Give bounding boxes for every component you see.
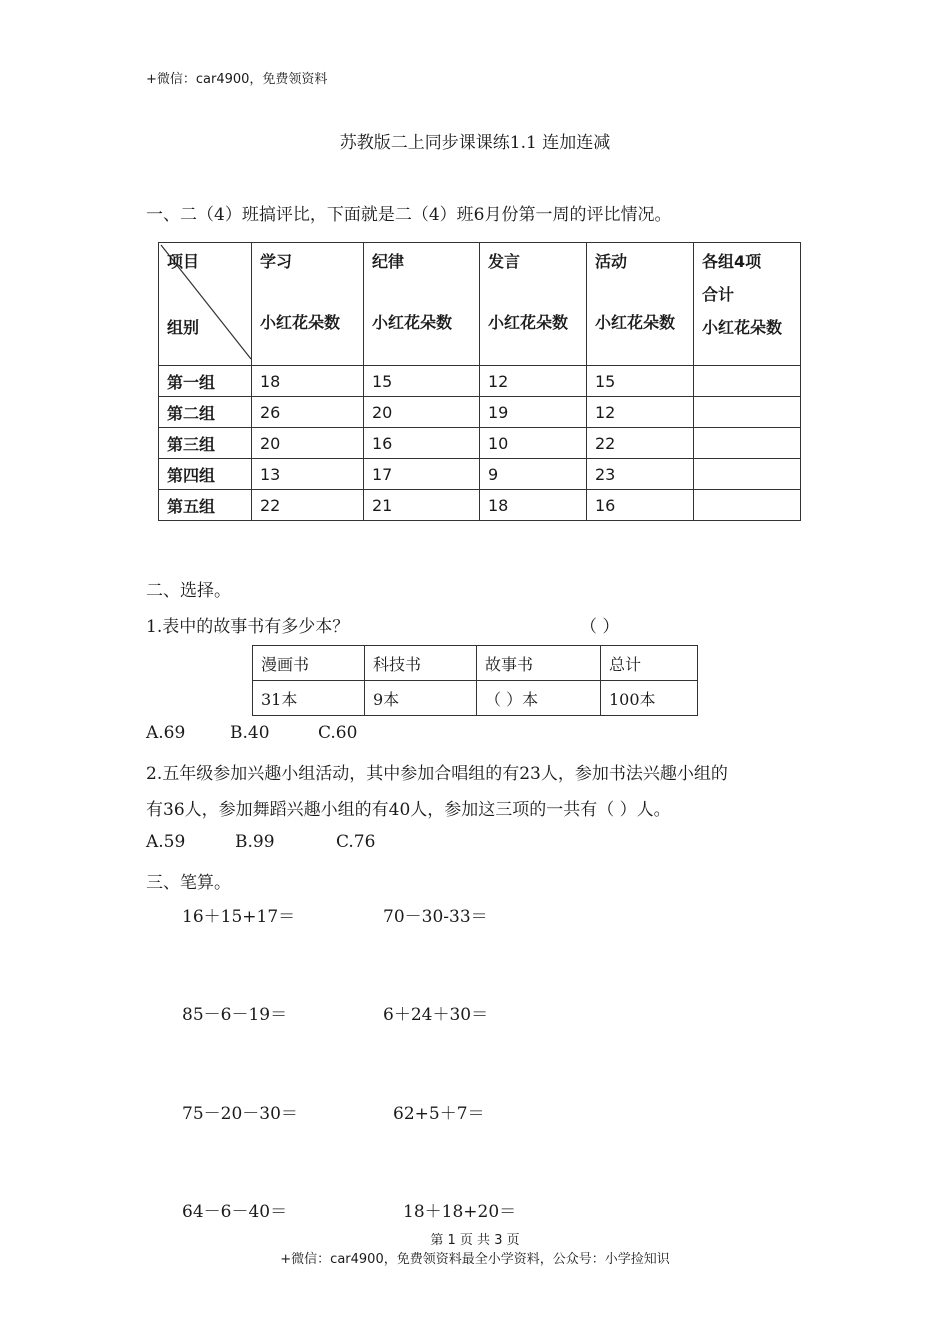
study-cell: 18 bbox=[252, 366, 364, 397]
total-cell[interactable] bbox=[694, 397, 801, 428]
speaking-cell: 12 bbox=[480, 366, 587, 397]
section1-intro: 一、二（4）班搞评比，下面就是二（4）班6月份第一周的评比情况。 bbox=[146, 205, 672, 225]
books-table bbox=[252, 645, 698, 716]
table-row bbox=[159, 366, 801, 397]
page-header-text: +微信：car4900，免费领资料 bbox=[146, 72, 328, 87]
header-science: 科技书 bbox=[365, 646, 477, 681]
total-cell[interactable] bbox=[694, 490, 801, 521]
value-stories[interactable]: （ ）本 bbox=[477, 681, 601, 716]
activity-cell: 15 bbox=[587, 366, 694, 397]
study-cell: 20 bbox=[252, 428, 364, 459]
activity-cell: 22 bbox=[587, 428, 694, 459]
header-comics: 漫画书 bbox=[253, 646, 365, 681]
table-row bbox=[159, 397, 801, 428]
q1-option-a[interactable]: A.69 bbox=[146, 723, 186, 743]
section2-heading: 二、选择。 bbox=[146, 581, 231, 601]
calc-item: 16＋15+17＝ bbox=[182, 907, 296, 927]
study-cell: 22 bbox=[252, 490, 364, 521]
activity-cell: 12 bbox=[587, 397, 694, 428]
header-cell-total: 各组4项 合计 小红花朵数 bbox=[694, 243, 801, 366]
corner-label-item: 项目 bbox=[167, 252, 200, 271]
q2-text-line1: 2.五年级参加兴趣小组活动，其中参加合唱组的有23人，参加书法兴趣小组的 bbox=[146, 764, 728, 784]
study-cell: 26 bbox=[252, 397, 364, 428]
q1-text: 1.表中的故事书有多少本？ bbox=[146, 617, 350, 637]
speaking-cell: 9 bbox=[480, 459, 587, 490]
header-cell-study: 学习 小红花朵数 bbox=[252, 243, 364, 366]
q1-option-b[interactable]: B.40 bbox=[230, 723, 270, 743]
group-cell: 第一组 bbox=[159, 366, 252, 397]
books-table-header-row bbox=[253, 646, 698, 681]
group-cell: 第四组 bbox=[159, 459, 252, 490]
books-table-value-row bbox=[253, 681, 698, 716]
study-cell: 13 bbox=[252, 459, 364, 490]
speaking-cell: 18 bbox=[480, 490, 587, 521]
q1-option-c[interactable]: C.60 bbox=[318, 723, 358, 743]
total-cell[interactable] bbox=[694, 366, 801, 397]
value-total: 100本 bbox=[601, 681, 698, 716]
q2-option-c[interactable]: C.76 bbox=[336, 832, 376, 852]
discipline-cell: 20 bbox=[364, 397, 480, 428]
value-science: 9本 bbox=[365, 681, 477, 716]
page-footer-text: +微信：car4900，免费领资料最全小学资料，公众号：小学捡知识 bbox=[280, 1252, 670, 1267]
discipline-cell: 16 bbox=[364, 428, 480, 459]
calc-item: 64－6－40＝ bbox=[182, 1202, 288, 1222]
calc-item: 85－6－19＝ bbox=[182, 1005, 288, 1025]
table-row bbox=[159, 428, 801, 459]
activity-cell: 16 bbox=[587, 490, 694, 521]
discipline-cell: 17 bbox=[364, 459, 480, 490]
header-cell-discipline: 纪律 小红花朵数 bbox=[364, 243, 480, 366]
calc-item: 75－20－30＝ bbox=[182, 1104, 298, 1124]
speaking-cell: 10 bbox=[480, 428, 587, 459]
calc-item: 18＋18+20＝ bbox=[403, 1202, 517, 1222]
evaluation-table bbox=[158, 242, 801, 521]
page-number: 第 1 页 共 3 页 bbox=[430, 1233, 520, 1248]
calc-item: 70－30-33＝ bbox=[383, 907, 488, 927]
group-cell: 第二组 bbox=[159, 397, 252, 428]
table-row bbox=[159, 459, 801, 490]
q2-option-a[interactable]: A.59 bbox=[146, 832, 186, 852]
speaking-cell: 19 bbox=[480, 397, 587, 428]
group-cell: 第三组 bbox=[159, 428, 252, 459]
corner-label-group: 组别 bbox=[167, 318, 200, 337]
header-cell-activity: 活动 小红花朵数 bbox=[587, 243, 694, 366]
table-row bbox=[159, 490, 801, 521]
total-cell[interactable] bbox=[694, 459, 801, 490]
discipline-cell: 15 bbox=[364, 366, 480, 397]
section3-heading: 三、笔算。 bbox=[146, 873, 231, 893]
header-stories: 故事书 bbox=[477, 646, 601, 681]
calc-item: 62+5＋7＝ bbox=[393, 1104, 485, 1124]
group-cell: 第五组 bbox=[159, 490, 252, 521]
value-comics: 31本 bbox=[253, 681, 365, 716]
q2-text-line2: 有36人，参加舞蹈兴趣小组的有40人，参加这三项的一共有（ ）人。 bbox=[146, 800, 671, 820]
q2-option-b[interactable]: B.99 bbox=[235, 832, 275, 852]
evaluation-table-header-row bbox=[159, 243, 801, 366]
page-title: 苏教版二上同步课课练1.1 连加连减 bbox=[339, 133, 611, 153]
calc-item: 6＋24＋30＝ bbox=[383, 1005, 489, 1025]
q1-answer-paren[interactable]: （ ） bbox=[580, 617, 620, 637]
table-corner-cell bbox=[159, 243, 252, 366]
discipline-cell: 21 bbox=[364, 490, 480, 521]
header-cell-speaking: 发言 小红花朵数 bbox=[480, 243, 587, 366]
header-total: 总计 bbox=[601, 646, 698, 681]
total-cell[interactable] bbox=[694, 428, 801, 459]
activity-cell: 23 bbox=[587, 459, 694, 490]
